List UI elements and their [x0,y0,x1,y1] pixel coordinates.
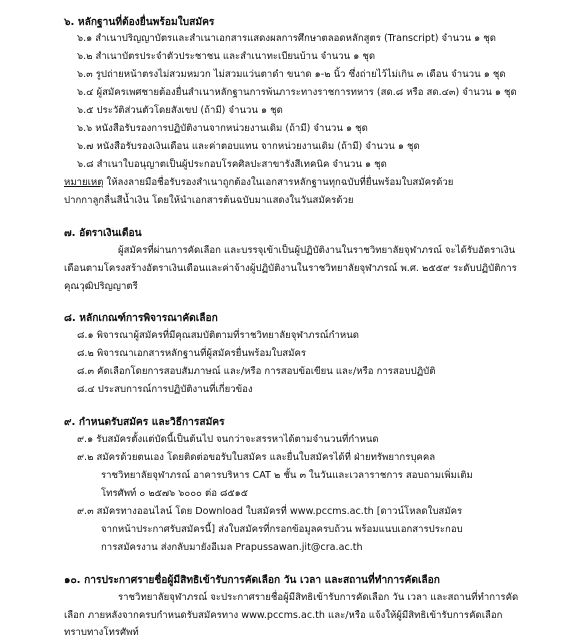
sec8-item-4: ๘.๔ ประสบการณ์การปฏิบัติงานที่เกี่ยวข้อง [77,384,253,395]
sec10-line-3: ทราบทางโทรศัพท์ [64,627,139,638]
sec6-item-2: ๖.๒ สำเนาบัตรประจำตัวประชาชน และสำเนาทะเบียนบ้าน จำนวน ๑ ชุด [77,51,376,62]
sec9-item-3-line-2: จากหน้าประกาศรับสมัครนี้] ส่งใบสมัครที่กรอกข้อมูลครบถ้วน พร้อมแนบเอกสารประกอบ [101,524,463,535]
sec6-item-8: ๖.๘ สำเนาใบอนุญาตเป็นผู้ประกอบโรคศิลปะสาขารังสีเทคนิค จำนวน ๑ ชุด [77,159,387,170]
note-label: หมายเหตุ [64,177,104,188]
sec9-item-1: ๙.๑ รับสมัครตั้งแต่บัดนี้เป็นต้นไป จนกว่าจะสรรหาได้ตามจำนวนที่กำหนด [77,434,379,445]
sec9-item-2-line-1: ๙.๒ สมัครด้วยตนเอง โดยติดต่อขอรับใบสมัคร และยื่นใบสมัครได้ที่ ฝ่ายทรัพยากรบุคคล [77,452,436,463]
sec8-item-3: ๘.๓ คัดเลือกโดยการสอบสัมภาษณ์ และ/หรือ การสอบข้อเขียน และ/หรือ การสอบปฏิบัติ [77,366,436,377]
sec6-item-5: ๖.๕ ประวัติส่วนตัวโดยสังเขป (ถ้ามี) จำนวน ๑ ชุด [77,105,283,116]
sec6-item-7: ๖.๗ หนังสือรับรองเงินเดือน และค่าตอบแทน จากหน่วยงานเดิม (ถ้ามี) จำนวน ๑ ชุด [77,141,420,152]
section-9-title: ๙. กำหนดรับสมัคร และวิธีการสมัคร [64,417,225,428]
sec9-item-3-line-3: การสมัครงาน ส่งกลับมายังอีเมล Prapussawan.jit@cra.ac.th [101,542,363,553]
sec6-item-6: ๖.๖ หนังสือรับรองการปฏิบัติงานจากหน่วยงานเดิม (ถ้ามี) จำนวน ๑ ชุด [77,123,368,134]
sec6-note-line-1 [64,176,453,190]
sec10-line-2: เลือก ภายหลังจากครบกำหนดรับสมัครทาง www.pccms.ac.th และ/หรือ แจ้งให้ผู้มีสิทธิเข้ารับการคัดเลือก [64,610,503,621]
sec8-item-2: ๘.๒ พิจารณาเอกสารหลักฐานที่ผู้สมัครยื่นพร้อมใบสมัคร [77,348,307,359]
section-6-title: ๖. หลักฐานที่ต้องยื่นพร้อมใบสมัคร [64,17,215,28]
sec6-item-3: ๖.๓ รูปถ่ายหน้าตรงไม่สวมหมวก ไม่สวมแว่นตาดำ ขนาด ๑-๒ นิ้ว ซึ่งถ่ายไว้ไม่เกิน ๓ เดือน จำนวน ๑ ชุด [77,69,506,80]
sec9-item-3-line-1: ๙.๓ สมัครทางออนไลน์ โดย Download ใบสมัครที่ www.pccms.ac.th [ดาวน์โหลดใบสมัคร [77,506,463,517]
sec7-line-2: เดือนตามโครงสร้างอัตราเงินเดือนและค่าจ้างผู้ปฏิบัติงานในราชวิทยาลัยจุฬาภรณ์ พ.ศ. ๒๕๕๙ ระดับปฏิบัติการ [64,263,517,274]
sec9-item-2-line-3: โทรศัพท์ ๐ ๒๕๗๖ ๖๐๐๐ ต่อ ๘๕๑๕ [101,488,249,499]
sec6-item-4: ๖.๔ ผู้สมัครเพศชายต้องยื่นสำเนาหลักฐานการพ้นภาระทางราชการทหาร (สด.๘ หรือ สด.๔๓) จำนวน ๑ ชุด [77,87,517,98]
sec9-item-2-line-2: ราชวิทยาลัยจุฬาภรณ์ อาคารบริหาร CAT ๒ ชั้น ๓ ในวันและเวลาราชการ สอบถามเพิ่มเติม [101,470,473,481]
sec6-note-line-2: ปากกาลูกลื่นสีน้ำเงิน โดยให้นำเอกสารต้นฉบับมาแสดงในวันสมัครด้วย [64,195,354,206]
sec7-line-1: ผู้สมัครที่ผ่านการคัดเลือก และบรรจุเข้าเป็นผู้ปฏิบัติงานในราชวิทยาลัยจุฬาภรณ์ จะได้รับอัตราเงิน [118,245,516,256]
sec6-item-1: ๖.๑ สำเนาปริญญาบัตรและสำเนาเอกสารแสดงผลการศึกษาตลอดหลักสูตร (Transcript) จำนวน ๑ ชุด [77,33,497,44]
section-8-title: ๘. หลักเกณฑ์การพิจารณาคัดเลือก [64,313,218,324]
sec10-line-1: ราชวิทยาลัยจุฬาภรณ์ จะประกาศรายชื่อผู้มีสิทธิเข้ารับการคัดเลือก วัน เวลา และสถานที่ทำการคัด [118,592,519,603]
note-text: ให้ลงลายมือชื่อรับรองสำเนาถูกต้องในเอกสารหลักฐานทุกฉบับที่ยื่นพร้อมใบสมัครด้วย [103,177,454,188]
section-7-title: ๗. อัตราเงินเดือน [64,228,142,239]
sec7-line-3: คุณวุฒิปริญญาตรี [64,281,138,292]
sec8-item-1: ๘.๑ พิจารณาผู้สมัครที่มีคุณสมบัติตามที่ราชวิทยาลัยจุฬาภรณ์กำหนด [77,330,359,341]
section-10-title: ๑๐. การประกาศรายชื่อผู้มีสิทธิเข้ารับการคัดเลือก วัน เวลา และสถานที่ทำการคัดเลือก [64,575,440,586]
